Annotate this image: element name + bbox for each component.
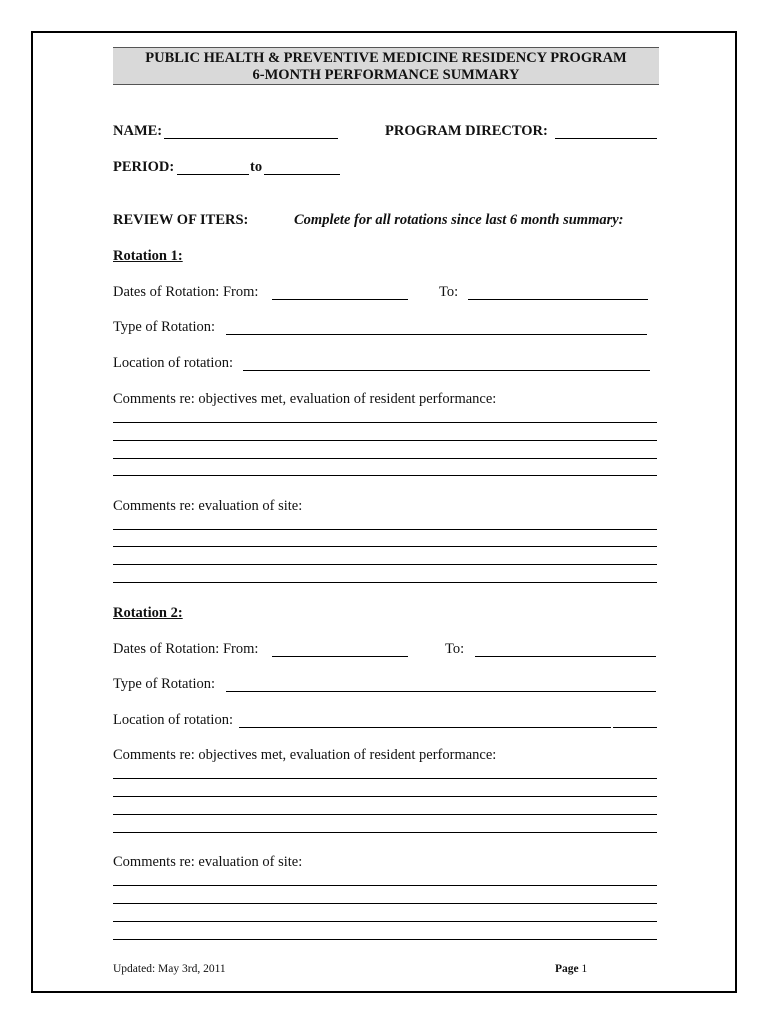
review-label: REVIEW OF ITERS: — [113, 212, 249, 228]
program-director-field[interactable] — [555, 138, 657, 139]
rotation-1-comments-site-label: Comments re: evaluation of site: — [113, 498, 303, 514]
period-start-field[interactable] — [177, 174, 249, 175]
rotation-2-type-field[interactable] — [226, 691, 656, 692]
rotation-2-comments-site-label: Comments re: evaluation of site: — [113, 854, 303, 870]
rotation-2-comments-objectives-label: Comments re: objectives met, evaluation of resident performance: — [113, 747, 497, 763]
period-to-label: to — [250, 159, 263, 175]
rotation-1-objectives-line[interactable] — [113, 475, 657, 476]
rotation-2-title: Rotation 2: — [113, 605, 183, 621]
updated-date: Updated: May 3rd, 2011 — [113, 963, 226, 975]
rotation-1-dates-from-label: Dates of Rotation: From: — [113, 284, 259, 300]
review-instruction: Complete for all rotations since last 6 month summary: — [294, 212, 624, 228]
rotation-2-location-label: Location of rotation: — [113, 712, 233, 728]
rotation-1-site-line[interactable] — [113, 582, 657, 583]
rotation-1-objectives-line[interactable] — [113, 440, 657, 441]
rotation-2-site-line[interactable] — [113, 885, 657, 886]
rotation-1-type-field[interactable] — [226, 334, 647, 335]
name-field[interactable] — [164, 138, 338, 139]
program-director-label: PROGRAM DIRECTOR: — [385, 123, 548, 139]
rotation-1-to-field[interactable] — [468, 299, 648, 300]
rotation-1-location-field[interactable] — [243, 370, 650, 371]
rotation-1-location-label: Location of rotation: — [113, 355, 233, 371]
rotation-1-comments-objectives-label: Comments re: objectives met, evaluation of resident performance: — [113, 391, 497, 407]
rotation-2-site-line[interactable] — [113, 903, 657, 904]
period-end-field[interactable] — [264, 174, 340, 175]
header-subtitle: 6-MONTH PERFORMANCE SUMMARY — [252, 67, 520, 83]
rotation-2-dates-from-label: Dates of Rotation: From: — [113, 641, 259, 657]
header-title: PUBLIC HEALTH & PREVENTIVE MEDICINE RESIDENCY PROGRAM — [145, 50, 627, 66]
form-header — [113, 47, 659, 85]
name-label: NAME: — [113, 123, 163, 139]
rotation-1-objectives-line[interactable] — [113, 422, 657, 423]
rotation-1-site-line[interactable] — [113, 529, 657, 530]
rotation-2-objectives-line[interactable] — [113, 814, 657, 815]
rotation-1-dates-to-label: To: — [439, 284, 459, 300]
rotation-1-from-field[interactable] — [272, 299, 408, 300]
rotation-2-location-field-end[interactable] — [613, 727, 657, 728]
rotation-1-site-line[interactable] — [113, 546, 657, 547]
rotation-2-objectives-line[interactable] — [113, 796, 657, 797]
rotation-1-type-label: Type of Rotation: — [113, 319, 216, 335]
rotation-2-to-field[interactable] — [475, 656, 656, 657]
page-number-value: 1 — [581, 963, 588, 975]
rotation-2-location-field[interactable] — [239, 727, 611, 728]
page-label: Page — [555, 963, 579, 975]
rotation-2-site-line[interactable] — [113, 939, 657, 940]
rotation-2-type-label: Type of Rotation: — [113, 676, 216, 692]
rotation-2-from-field[interactable] — [272, 656, 408, 657]
period-label: PERIOD: — [113, 159, 175, 175]
rotation-2-objectives-line[interactable] — [113, 832, 657, 833]
rotation-1-objectives-line[interactable] — [113, 458, 657, 459]
page-number — [555, 963, 587, 975]
rotation-2-dates-to-label: To: — [445, 641, 465, 657]
rotation-1-site-line[interactable] — [113, 564, 657, 565]
rotation-1-title: Rotation 1: — [113, 248, 183, 264]
rotation-2-objectives-line[interactable] — [113, 778, 657, 779]
rotation-2-site-line[interactable] — [113, 921, 657, 922]
